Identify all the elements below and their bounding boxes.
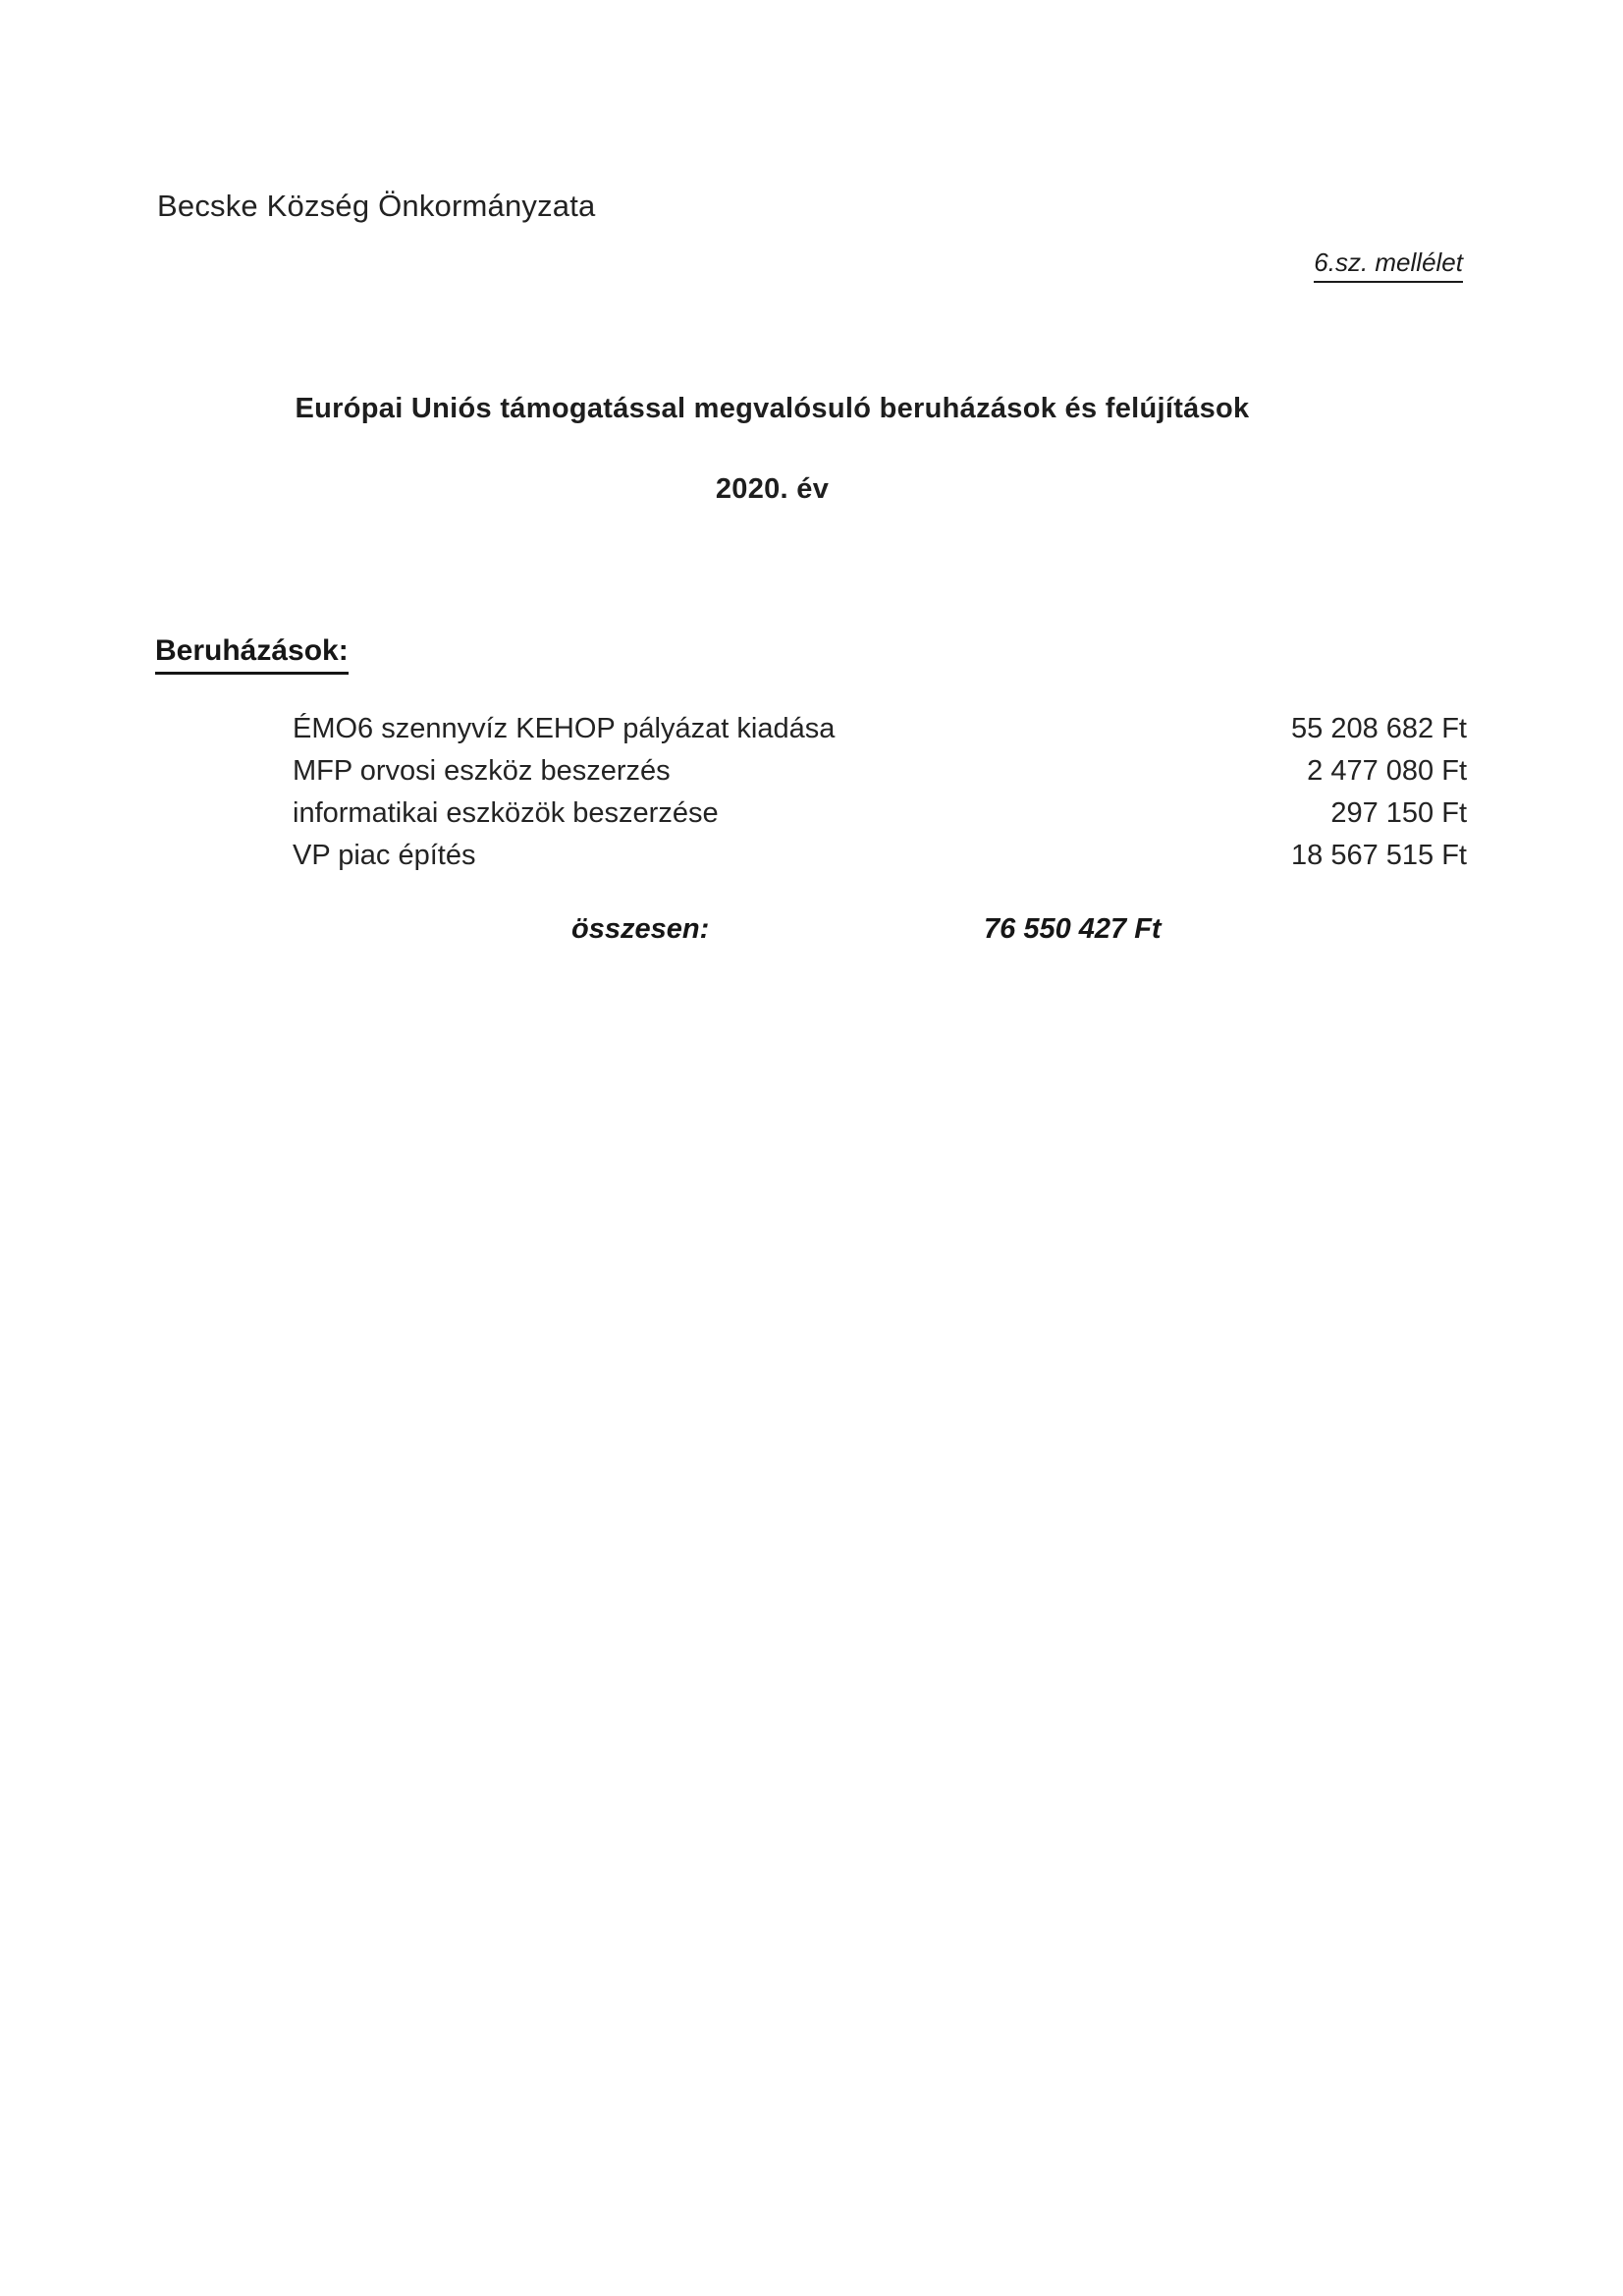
- list-item: [293, 755, 1467, 797]
- total-amount: 76 550 427 Ft: [984, 913, 1162, 945]
- list-item: [293, 840, 1467, 882]
- section-heading-text: Beruházások:: [155, 634, 349, 675]
- investment-items-list: [293, 713, 1467, 882]
- document-title: Európai Uniós támogatással megvalósuló beruházások és felújítások: [295, 393, 1250, 424]
- item-amount: 297 150 Ft: [1330, 797, 1467, 829]
- item-label: VP piac építés: [293, 840, 476, 871]
- item-label: MFP orvosi eszköz beszerzés: [293, 755, 671, 787]
- item-amount: 18 567 515 Ft: [1291, 840, 1467, 871]
- section-heading-investments: [155, 634, 349, 675]
- item-amount: 2 477 080 Ft: [1307, 755, 1467, 787]
- item-amount: 55 208 682 Ft: [1291, 713, 1467, 744]
- document-year: 2020. év: [715, 473, 830, 505]
- total-row: [293, 913, 1467, 962]
- organization-name: Becske Község Önkormányzata: [157, 189, 596, 223]
- item-label: informatikai eszközök beszerzése: [293, 797, 719, 829]
- total-label: összesen:: [571, 913, 710, 945]
- annex-marker-text: 6.sz. mellélet: [1314, 247, 1463, 283]
- list-item: [293, 713, 1467, 755]
- item-label: ÉMO6 szennyvíz KEHOP pályázat kiadása: [293, 713, 836, 744]
- list-item: [293, 797, 1467, 840]
- annex-marker: [0, 247, 1463, 283]
